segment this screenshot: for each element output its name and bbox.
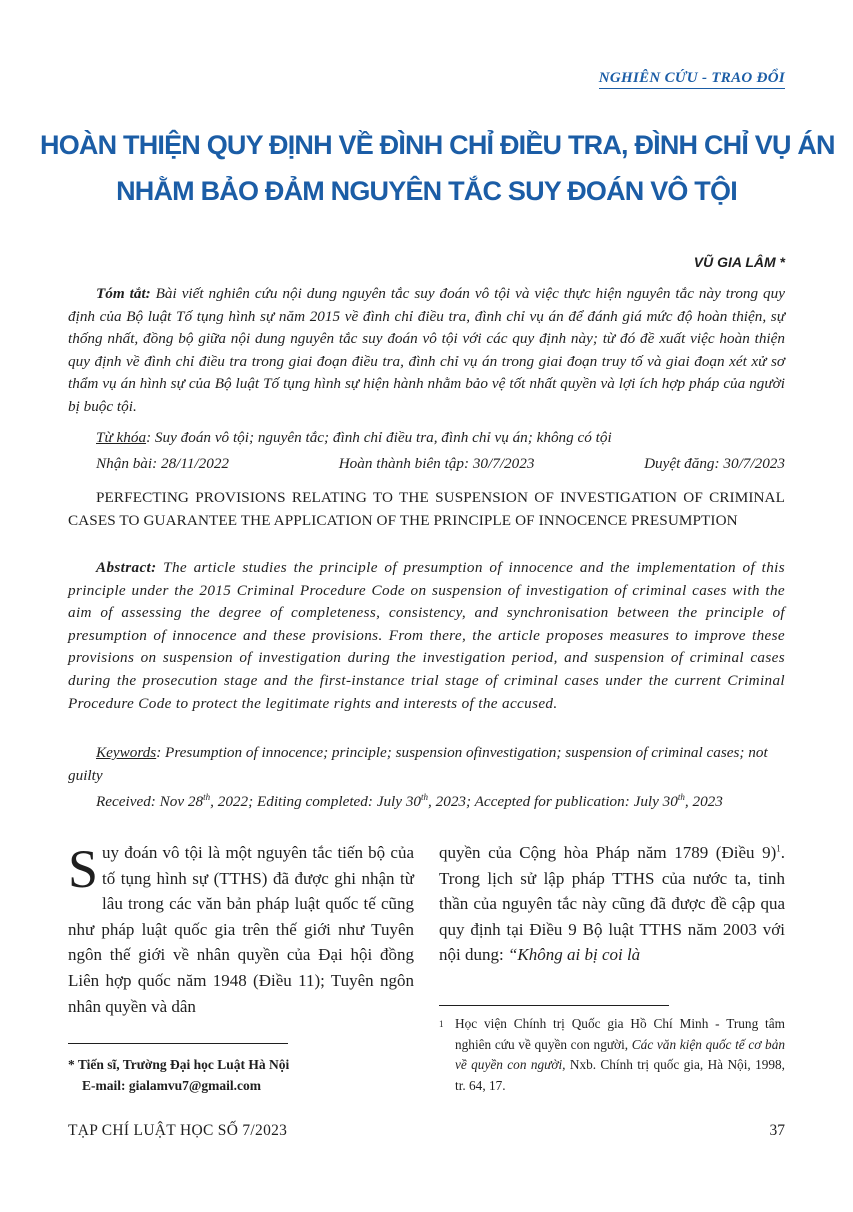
footnote-mark: 1 xyxy=(439,1019,444,1029)
title-line-2: NHẰM BẢO ĐẢM NGUYÊN TẮC SUY ĐOÁN VÔ TỘI xyxy=(116,176,737,206)
accepted-en-sup: th xyxy=(677,791,685,802)
keywords-english xyxy=(68,742,785,787)
author-name: VŨ GIA LÂM * xyxy=(693,254,785,270)
received-en-sup: th xyxy=(203,791,211,802)
abstract-en-text: The article studies the principle of presumption of innocence and the implementation of this principle under the 2015 Criminal Procedure Code on suspension of investigation of criminal cases with the aim of assessing the degree of completeness, consistency, and synchronisation between the principle of presumption of innocence and these provisions. From there, the article proposes measures to improve these provisions on suspension of investigation during the investigation period, and suspension of criminal cases during the prosecution stage and the first-instance trial stage of criminal cases under the current Criminal Procedure Code to protect the legitimate rights and interests of the accused. xyxy=(68,559,785,712)
keywords-vietnamese xyxy=(68,427,785,449)
footnote-text-italic: Các văn kiện quốc tế cơ bản về quyền con người, xyxy=(455,1036,785,1072)
body-left-text: uy đoán vô tội là một nguyên tắc tiến bộ của tố tụng hình sự (TTHS) đã được ghi nhận từ lâu trong các văn bản pháp luật quốc tế cũng như pháp luật quốc gia trên thế giới như Tuyên ngôn thế giới về nhân quyền của Đại hội đồng Liên hợp quốc năm 1948 (Điều 11); Tuyên ngôn nhân quyền và dân xyxy=(68,843,414,1016)
edited-date-vn: Hoàn thành biên tập: 30/7/2023 xyxy=(338,455,535,472)
keywords-vn-text: : Suy đoán vô tội; nguyên tắc; đình chỉ điều tra, đình chỉ vụ án; không có tội xyxy=(146,429,612,446)
section-tag: NGHIÊN CỨU - TRAO ĐỔI xyxy=(599,70,785,89)
body-right-text-b: . Trong lịch sử lập pháp TTHS của nước ta, tinh thần của nguyên tắc này cũng đã được đề cập qua quy định tại Điều 9 Bộ luật TTHS năm 2003 với nội dung: xyxy=(439,843,785,965)
body-column-left xyxy=(68,840,414,1019)
author-note xyxy=(68,1054,414,1096)
title-line-1: HOÀN THIỆN QUY ĐỊNH VỀ ĐÌNH CHỈ ĐIỀU TRA, ĐÌNH CHỈ VỤ ÁN xyxy=(40,130,835,160)
page-number: 37 xyxy=(769,1122,785,1139)
received-date-vn: Nhận bài: 28/11/2022 xyxy=(96,455,230,472)
author-email: E-mail: gialamvu7@gmail.com xyxy=(82,1078,262,1093)
footnote-1 xyxy=(439,1014,785,1096)
footnote-divider-right xyxy=(439,1005,669,1006)
accepted-date-vn: Duyệt đăng: 30/7/2023 xyxy=(644,455,785,472)
abstract-vn-label: Tóm tắt: xyxy=(96,285,151,302)
received-en-part-a: Received: Nov 28 xyxy=(96,793,204,810)
body-right-quote: “Không ai bị coi là xyxy=(507,945,641,965)
abstract-en-label: Abstract: xyxy=(96,559,157,576)
keywords-en-label: Keywords xyxy=(96,744,157,761)
received-en-part-c: , 2023; Accepted for publication: July 30 xyxy=(428,793,678,810)
received-en-part-d: , 2023 xyxy=(684,793,723,810)
edited-en-sup: th xyxy=(421,791,429,802)
body-column-right xyxy=(439,840,785,968)
author-affiliation: * Tiến sĩ, Trường Đại học Luật Hà Nội xyxy=(68,1057,290,1072)
body-right-text-a: quyền của Cộng hòa Pháp năm 1789 (Điều 9) xyxy=(439,843,777,862)
keywords-en-text: : Presumption of innocence; principle; suspension ofinvestigation; suspension of criminal cases; not guilty xyxy=(68,744,768,784)
footnote-text-b: Nxb. Chính trị quốc gia, Hà Nội, 1998, tr. 64, 17. xyxy=(455,1057,785,1093)
english-title: PERFECTING PROVISIONS RELATING TO THE SUSPENSION OF INVESTIGATION OF CRIMINAL CASES TO GUARANTEE THE APPLICATION OF THE PRINCIPLE OF INNOCENCE PRESUMPTION xyxy=(68,489,785,529)
abstract-vietnamese xyxy=(68,283,785,419)
footnote-divider-left xyxy=(68,1043,288,1044)
footnote-body xyxy=(439,1014,785,1096)
drop-cap: S xyxy=(68,839,99,899)
keywords-vn-label: Từ khóa xyxy=(96,429,147,446)
journal-footer: TẠP CHÍ LUẬT HỌC SỐ 7/2023 xyxy=(68,1122,288,1139)
dates-english xyxy=(68,791,785,813)
dates-vietnamese xyxy=(68,453,785,475)
article-title xyxy=(40,122,835,214)
footnote-ref-1: 1 xyxy=(776,843,781,854)
received-en-part-b: , 2022; Editing completed: July 30 xyxy=(210,793,422,810)
abstract-english xyxy=(68,557,785,715)
footnote-text-a: Học viện Chính trị Quốc gia Hồ Chí Minh - Trung tâm nghiên cứu về quyền con người, xyxy=(455,1016,785,1052)
abstract-vn-text: Bài viết nghiên cứu nội dung nguyên tắc suy đoán vô tội và việc thực hiện nguyên tắc này trong quy định của Bộ luật Tố tụng hình sự năm 2015 về đình chỉ điều tra, đình chỉ vụ án để đánh giá mức độ hoàn thiện, sự thống nhất, đồng bộ giữa nội dung nguyên tắc suy đoán vô tội với các quy định này; từ đó đề xuất việc hoàn thiện quy định về đình chỉ điều tra trong giai đoạn điều tra, đình chỉ vụ án trong giai đoạn truy tố và giai đoạn xét xử sơ thẩm vụ án hình sự của Bộ luật Tố tụng hình sự hiện hành nhằm bảo vệ tốt nhất quyền và lợi ích hợp pháp của người bị buộc tội. xyxy=(68,285,785,415)
